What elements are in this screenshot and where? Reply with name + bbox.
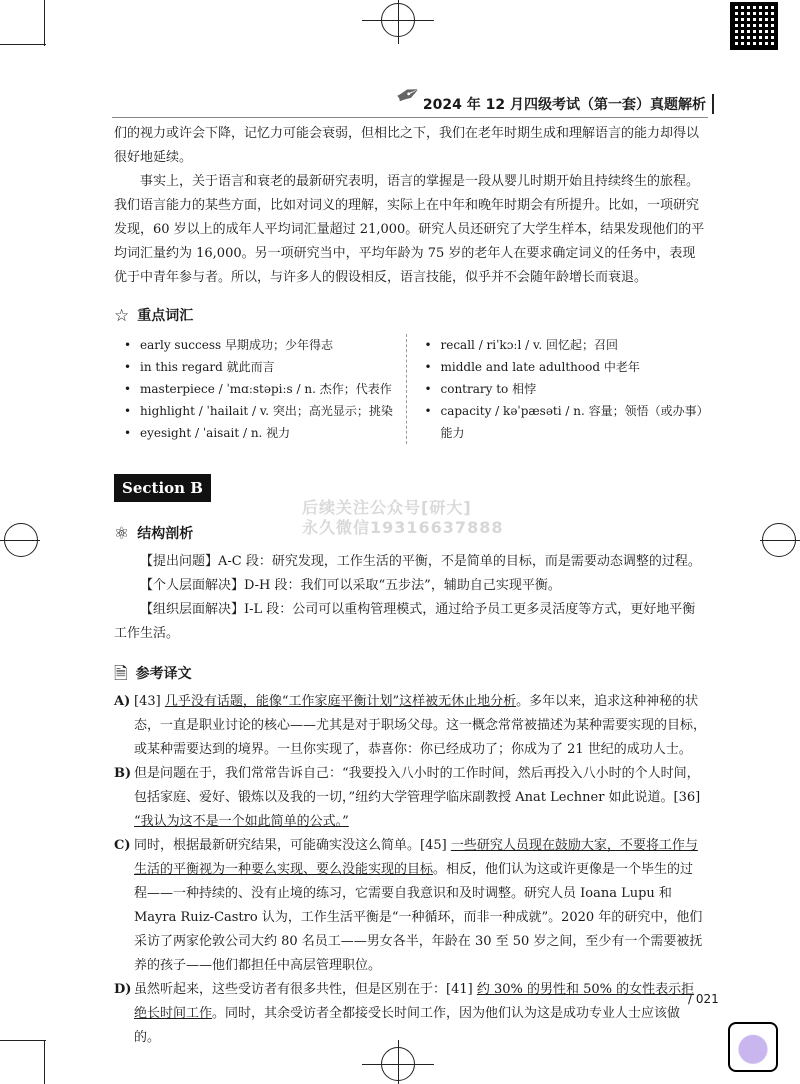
vocab-heading <box>114 304 706 328</box>
structure-item: 【个人层面解决】D-H 段：我们可以采取“五步法”，辅助自己实现平衡。 <box>140 578 561 593</box>
crop-mark <box>44 0 45 46</box>
header-rule <box>112 117 708 118</box>
vocab-heading-label: 重点词汇 <box>137 308 194 324</box>
underlined-answer: 约 30% 的男性和 50% 的女性表示拒绝长时间工作 <box>134 982 695 1021</box>
vocab-item: • masterpiece / ˈmɑːstəpiːs / n. 杰作；代表作 <box>114 378 406 400</box>
underlined-answer: “我认为这不是一个如此简单的公式。” <box>134 814 349 829</box>
page-number: / 021 <box>688 992 719 1006</box>
quill-icon: ✒ <box>389 74 428 117</box>
paragraph-text: 虽然听起来，这些受访者有很多共性，但是区别在于：[41] <box>134 982 477 997</box>
star-icon: ☆ <box>114 306 130 326</box>
main-content <box>114 122 706 1050</box>
section-b-label: Section B <box>114 474 211 502</box>
translation-paragraph <box>114 690 707 762</box>
crop-mark <box>0 1040 46 1041</box>
intro-paragraph-2: 事实上，关于语言和衰老的最新研究表明，语言的掌握是一段从婴儿时期开始且持续终生的旅程。我们语言能力的某些方面，比如对词义的理解，实际上在中年和晚年时期会有所提升。比如，一项研究发现，60 岁以上的成年人平均词汇量超过 21,000。研究人员还研究了大学生样本，结果发现他们的平均词汇量约为 16,000。另一项研究当中，平均年龄为 75 岁的老年人在要求确定词义的任务中，表现优于中青年参与者。所以，与许多人的假设相反，语言技能，似乎并不会随年龄增长而衰退。 <box>114 174 705 285</box>
translation-heading <box>114 662 706 686</box>
translation-paragraph <box>114 834 706 978</box>
translation-heading-label: 参考译文 <box>135 666 192 682</box>
vocab-item: • capacity / kəˈpæsəti / n. 容量；领悟（或办事）能力 <box>415 400 707 444</box>
paragraph-text: 。同时，其余受访者全都接受长时间工作，因为他们认为这是成功专业人士应该做的。 <box>134 1006 681 1045</box>
vocab-item: • highlight / ˈhailait / v. 突出；高光显示；挑染 <box>114 400 406 422</box>
structure-item: 【提出问题】A-C 段：研究发现，工作生活的平衡，不是简单的目标，而是需要动态调整的过程。 <box>140 554 701 569</box>
paragraph-text: 。多年以来，追求这种神秘的状态，一直是职业讨论的核心——尤其是对于职场父母。这一概念常常被描述为某种需要实现的目标，或某种需要达到的境界。一旦你实现了，恭喜你：你已经成功了；你成为了 21 世纪的成功人士。 <box>134 694 707 757</box>
vocab-item: • middle and late adulthood 中老年 <box>415 356 707 378</box>
registration-mark <box>381 1047 415 1081</box>
paragraph-text: [43] <box>134 694 165 709</box>
paragraph-label: A) <box>114 694 131 709</box>
vocab-item: • early success 早期成功；少年得志 <box>114 334 406 356</box>
translation-paragraph <box>114 978 706 1050</box>
underlined-answer: 一些研究人员现在鼓励大家，不要将工作与生活的平衡视为一种要么实现、要么没能实现的目标 <box>134 838 698 877</box>
paragraph-label: D) <box>114 982 132 997</box>
vocab-item: • in this regard 就此而言 <box>114 356 406 378</box>
structure-heading-label: 结构剖析 <box>137 526 194 542</box>
registration-mark <box>762 523 796 557</box>
registration-mark <box>4 523 38 557</box>
paragraph-label: C) <box>114 838 131 853</box>
page-header: 2024 年 12 月四级考试（第一套）真题解析 <box>420 94 714 114</box>
structure-item: 【组织层面解决】I-L 段：公司可以重构管理模式，通过给予员工更多灵活度等方式，更好地平衡工作生活。 <box>114 602 696 641</box>
paragraph-text: 。相反，他们认为这或许更像是一个毕生的过程——一种持续的、没有止境的练习，它需要自我意识和及时调整。研究人员 Ioana Lupu 和 Mayra Ruiz-Castro 认为，工作生活平衡是“一种循环，而非一种成就”。2020 年的研究中，他们采访了两家伦敦公司大约 80 名员工——男女各半，年龄在 30 至 50 岁之间，至少有一个需要被抚养的孩子——他们都担任中高层管理职位。 <box>134 862 703 973</box>
intro-paragraph-1: 们的视力或许会下降，记忆力可能会衰弱，但相比之下，我们在老年时期生成和理解语言的能力却得以很好地延续。 <box>114 126 700 165</box>
vocab-column-left <box>114 334 406 444</box>
crop-mark <box>44 1040 45 1084</box>
vocab-item: • recall / riˈkɔːl / v. 回忆起；召回 <box>415 334 707 356</box>
qr-code-icon <box>730 2 778 50</box>
watermark <box>302 498 503 538</box>
translation-paragraph <box>114 762 706 834</box>
watermark-line: 后续关注公众号[研大] <box>302 498 472 517</box>
underlined-answer: 几乎没有话题，能像“工作家庭平衡计划”这样被无休止地分析 <box>164 694 517 709</box>
watermark-line: 永久微信19316637888 <box>302 518 504 537</box>
paragraph-text: 但是问题在于，我们常常告诉自己：“我要投入八小时的工作时间，然后再投入八小时的个人时间，包括家庭、爱好、锻炼以及我的一切，”纽约大学管理学临床副教授 Anat Lechner 如此说道。[36] <box>134 766 701 805</box>
translation-paragraphs <box>114 690 706 1050</box>
vocab-item: • eyesight / ˈaisait / n. 视力 <box>114 422 406 444</box>
mascot-qr-icon <box>728 1022 778 1072</box>
crop-mark <box>0 44 46 45</box>
vocab-list <box>114 334 706 444</box>
vocab-item: • contrary to 相悖 <box>415 378 707 400</box>
vocab-column-right <box>406 334 707 444</box>
atom-icon: ⚛ <box>114 524 130 544</box>
paragraph-text: 同时，根据最新研究结果，可能确实没这么简单。[45] <box>134 838 451 853</box>
document-icon: 🗎 <box>114 664 128 684</box>
registration-mark <box>381 3 415 37</box>
paragraph-label: B) <box>114 766 132 781</box>
